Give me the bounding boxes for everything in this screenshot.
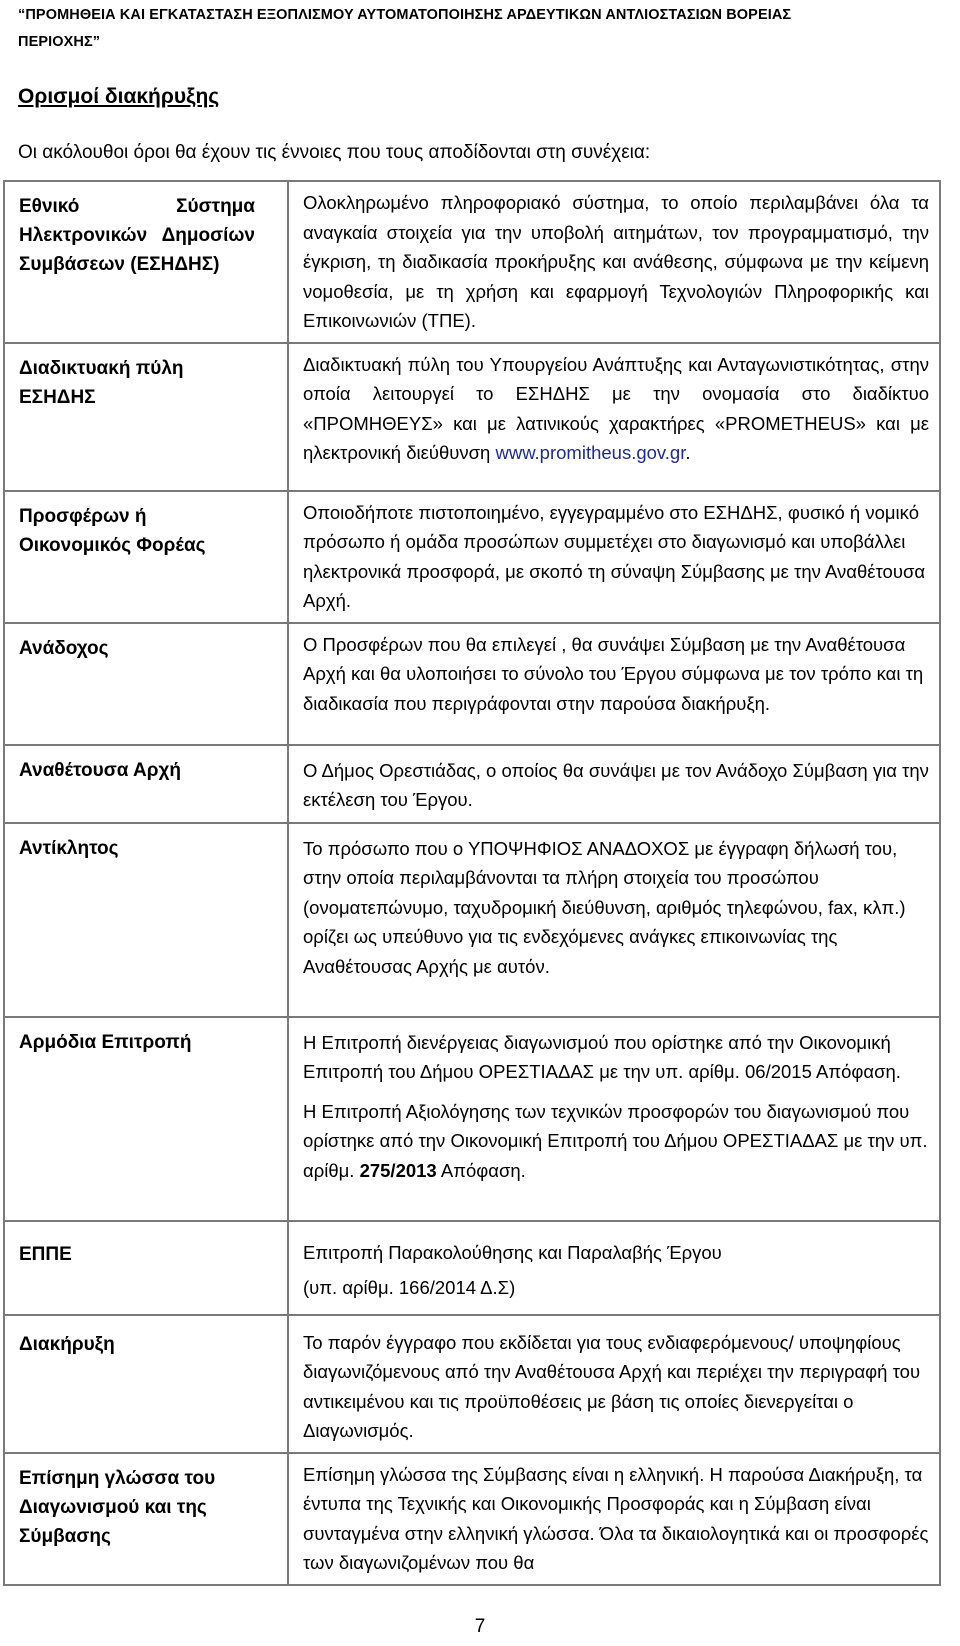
description-text: Επιτροπή Παρακολούθησης και Παραλαβής Έργου [303, 1241, 722, 1263]
table-row [4, 745, 940, 823]
term-text: Αντίκλητος [19, 837, 119, 859]
term-cell [4, 1315, 288, 1453]
table-row [4, 343, 940, 491]
term-cell [4, 823, 288, 1017]
description-text: Το πρόσωπο που ο ΥΠΟΨΗΦΙΟΣ ΑΝΑΔΟΧΟΣ με έγγραφη δήλωσή του, στην οποία περιλαμβάνονται τα πλήρη στοιχεία του προσώπου (ονοματεπώνυμο, ταχυδρομική διεύθυνση, αριθμός τηλεφώνου, fax, κλπ.) ορίζει ως υπεύθυνο για τις ενδεχόμενες ανάγκες επικοινωνίας της Αναθέτουσας Αρχής με αυτόν. [303, 837, 906, 977]
description-end: Απόφαση. [440, 1159, 526, 1181]
description-cell [288, 1453, 940, 1585]
description-text: Το παρόν έγγραφο που εκδίδεται για τους ενδιαφερόμενους/ υποψηφίους διαγωνιζόμενους από την Αναθέτουσα Αρχή και περιέχει την περιγραφή του αντικειμένου και τις προϋποθέσεις με βάση τις οποίες διενεργείται ο Διαγωνισμός. [303, 1331, 921, 1441]
description-text: Ολοκληρωμένο πληροφοριακό σύστημα, το οποίο περιλαμβάνει όλα τα αναγκαία στοιχεία για την υποβολή αιτημάτων, τον προγραμματισμό, την έγκριση, τη διαδικασία προκήρυξης και ανάθεσης, σύμφωνα με την κείμενη νομοθεσία, με τη χρήση και εφαρμογή Τεχνολογιών Πληροφορικής και Επικοινωνιών (ΤΠΕ). [303, 192, 929, 331]
description-cell [288, 1315, 940, 1453]
term-text: Προσφέρων ή Οικονομικός Φορέας [19, 505, 206, 556]
term-cell [4, 181, 288, 343]
term-text: Εθνικό Σύστημα Ηλεκτρονικών Δημοσίων Συμβάσεων (ΕΣΗΔΗΣ) [19, 196, 255, 275]
description-cell [288, 181, 940, 343]
description-end: . [685, 442, 691, 463]
table-row [4, 623, 940, 745]
description-text: Διαδικτυακή πύλη του Υπουργείου Ανάπτυξης και Ανταγωνιστικότητας, στην οποία λειτουργεί το ΕΣΗΔΗΣ με την ονομασία στο διαδίκτυο «ΠΡΟΜΗΘΕΥΣ» και με λατινικούς χαρακτήρες «PROMETHEUS» και με ηλεκτρονική διεύθυνση [303, 353, 929, 463]
term-cell [4, 623, 288, 745]
promitheus-link[interactable]: www.promitheus.gov.gr [495, 442, 686, 463]
description-cell [288, 343, 940, 491]
term-cell [4, 1017, 288, 1221]
term-cell [4, 1453, 288, 1585]
term-text: Διακήρυξη [19, 1333, 115, 1355]
table-row [4, 491, 940, 623]
term-text: ΕΠΠΕ [19, 1243, 72, 1265]
description-text: Επίσημη γλώσσα της Σύμβασης είναι η ελληνική. Η παρούσα Διακήρυξη, τα έντυπα της Τεχνικής και Οικονομικής Προσφοράς και η Σύμβαση είναι συνταγμένα στην ελληνική γλώσσα. Όλα τα δικαιολογητικά και οι προσφορές των διαγωνιζομένων που θα [303, 1463, 929, 1573]
header-title-line1: “ΠΡΟΜΗΘΕΙΑ ΚΑΙ ΕΓΚΑΤΑΣΤΑΣΗ ΕΞΟΠΛΙΣΜΟΥ ΑΥΤΟΜΑΤΟΠΟΙΗΣΗΣ ΑΡΔΕΥΤΙΚΩΝ ΑΝΤΛΙΟΣΤΑΣΙΩΝ ΒΟΡΕΙΑΣ [18, 7, 792, 23]
spacer [303, 1087, 929, 1097]
table-row [4, 1453, 940, 1585]
description-cell [288, 1221, 940, 1315]
description-paragraph-2 [303, 1097, 929, 1186]
intro-text: Οι ακόλουθοι όροι θα έχουν τις έννοιες που τους αποδίδονται στη συνέχεια: [18, 142, 651, 163]
term-text: Επίσημη γλώσσα του Διαγωνισμού και της Σύμβασης [19, 1467, 216, 1547]
term-text: Διαδικτυακή πύλη ΕΣΗΔΗΣ [19, 357, 184, 408]
description-cell [288, 823, 940, 1017]
term-text: Αναθέτουσα Αρχή [19, 759, 181, 781]
description-text: Ο Προσφέρων που θα επιλεγεί , θα συνάψει Σύμβαση με την Αναθέτουσα Αρχή και θα υλοποιήσει το σύνολο του Έργου σύμφωνα με τον τρόπο και τη διαδικασία που περιγράφονται στην παρούσα διακήρυξη. [303, 633, 924, 714]
table-row [4, 823, 940, 1017]
term-text: Ανάδοχος [19, 637, 109, 659]
document-header [18, 2, 938, 56]
term-cell [4, 491, 288, 623]
term-text: Αρμόδια Επιτροπή [19, 1031, 192, 1053]
description-text-2: Η Επιτροπή Αξιολόγησης των τεχνικών προσφορών του διαγωνισμού που ορίστηκε από την Οικονομική Επιτροπή του Δήμου ΟΡΕΣΤΙΑΔΑΣ με την υπ. αρίθμ. [303, 1100, 928, 1181]
term-cell [4, 1221, 288, 1315]
definitions-table [3, 180, 941, 1586]
header-title-line2: ΠΕΡΙΟΧΗΣ” [18, 34, 101, 50]
description-cell [288, 745, 940, 823]
term-cell [4, 343, 288, 491]
description-cell [288, 623, 940, 745]
description-cell [288, 1017, 940, 1221]
term-cell [4, 745, 288, 823]
table-row [4, 1221, 940, 1315]
table-row [4, 1017, 940, 1221]
decision-number: 275/2013 [359, 1159, 437, 1181]
description-text-2: (υπ. αρίθμ. 166/2014 Δ.Σ) [303, 1277, 516, 1298]
table-row [4, 181, 940, 343]
description-text: Η Επιτροπή διενέργειας διαγωνισμού που ορίστηκε από την Οικονομική Επιτροπή του Δήμου ΟΡΕΣΤΙΑΔΑΣ με την υπ. αρίθμ. 06/2015 Απόφαση. [303, 1031, 901, 1082]
description-text: Ο Δήμος Ορεστιάδας, ο οποίος θα συνάψει με τον Ανάδοχο Σύμβαση για την εκτέλεση του Έργου. [303, 759, 929, 810]
description-cell [288, 491, 940, 623]
section-title: Ορισμοί διακήρυξης [18, 85, 220, 108]
table-row [4, 1315, 940, 1453]
description-text: Οποιοδήποτε πιστοποιημένο, εγγεγραμμένο στο ΕΣΗΔΗΣ, φυσικό ή νομικό πρόσωπο ή ομάδα προσώπων συμμετέχει στο διαγωνισμό και υποβάλλει ηλεκτρονικά προσφορά, με σκοπό τη σύναψη Σύμβασης με την Αναθέτουσα Αρχή. [303, 501, 926, 611]
page-number: 7 [474, 1616, 486, 1637]
